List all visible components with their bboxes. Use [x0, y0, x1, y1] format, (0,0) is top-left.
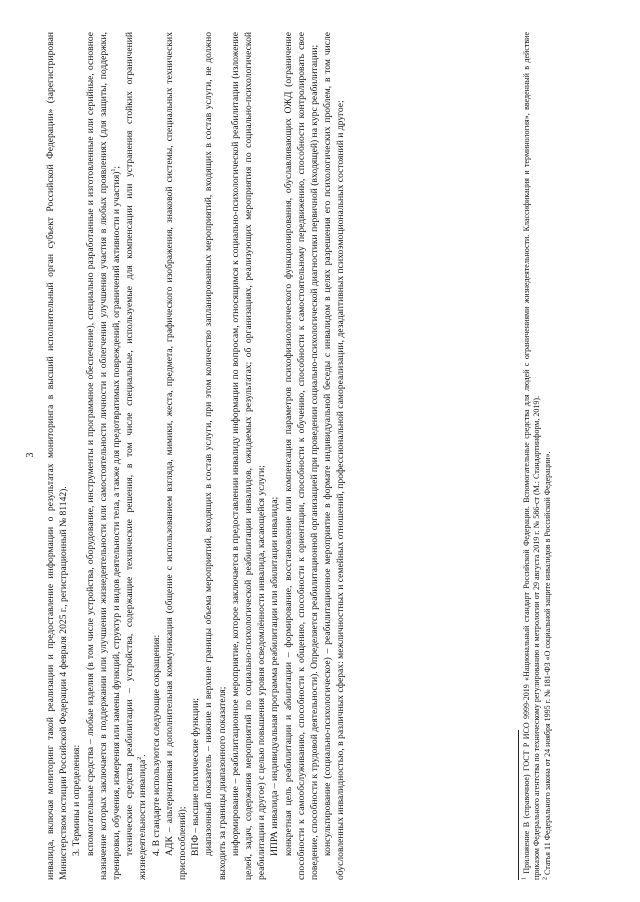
footnote-reference: 2 [137, 756, 144, 760]
paragraph [84, 32, 124, 880]
footnote-text: Приложение В (справочное) ГОСТ Р ИСО 9999-2019 «Национальный стандарт Российской Федерации. Вспомогательные средства для людей с ограничениями жизнедеятельности. Классификация и терминология», введенный в действие приказом Федерального агентства по техническому регулированию и метрологии от 29 августа 2019 г. № 586-ст (М.: Стандартинформ, 2019). [522, 32, 541, 880]
footnote-divider [518, 730, 519, 880]
footnotes [518, 32, 554, 880]
paragraph-tail: ; [111, 165, 123, 169]
paragraph-tail: . [137, 754, 149, 757]
paragraph-text: 3. Термины и определения: [71, 744, 83, 856]
paragraph [282, 32, 322, 880]
paragraph-text: конкретная цель реабилитации и абилитации – формирование, восстановление или компенсация параметров психофизиологического функционирования, обуславливающих ОЖД (ограничение способности к самообслуживанию, способности к общению, способности к ориентации, способности к обучению, способности к самостоятельному передвижению, способности контролировать свое поведение, способности к трудовой деятельности). Определяется реабилитационной организацией при проведении социально-психологической диагностики первичной (входящей) на курс реабилитации; [282, 32, 321, 880]
paragraph-text: вспомогательные средства – любые изделия (в том числе устройства, оборудование, инструменты и программное обеспечение), специально разработанные и изготовленные или серийные, основное назначение которых заключается в поддержании или улучшении жизнедеятельности или самостоятельности личности и облегчении улучшения участия в любых проявлениях (для защиты, поддержки, тренировки, обучения, измерения или замены функций, структур и видов деятельности тела, а также для предотвратимых повреждений, ограничений активности и участия) [84, 32, 123, 880]
footnote [543, 32, 553, 880]
paragraph [163, 32, 189, 880]
paragraph [150, 32, 163, 880]
paragraph [202, 32, 228, 880]
footnote-reference: 1 [110, 168, 117, 172]
rotated-page-content [22, 24, 622, 886]
paragraph-text: консультирование (социально-психологическое) – реабилитационное мероприятие в формате индивидуальной беседы с инвалидом в целях разрешения его психологических проблем, в том числе обусловленных инвалидностью, в различных сферах: межличностных и семейных отношений, профессиональной самореализации, дезадаптивных психоэмоциональных состояний и другое; [322, 32, 347, 880]
paragraph [70, 32, 83, 880]
paragraph [123, 32, 149, 880]
paragraph-text: информирование – реабилитационное мероприятие, которое заключается в предоставлении инвалиду информации по вопросам, относящимся к социально-психологической реабилитации (изложение целей, задач, содержания мероприятий по социально-психологической реабилитации инвалидов, ожидаемых результатах; об организациях, реализующих мероприятия по социально-психологической реабилитации и другое) с целью повышения уровня осведомлённости инвалида, касающейся услуги; [229, 32, 268, 880]
page-number: 3 [25, 452, 36, 458]
footnote [522, 32, 542, 880]
paragraph [321, 32, 347, 880]
paragraph [44, 32, 70, 880]
paragraph-text: ВПФ – высшие психические функции; [190, 697, 202, 856]
footnote-text: Статья 11 Федерального закона от 24 ноября 1995 г. № 181-ФЗ «О социальной защите инвалидов в Российской Федерации». [543, 451, 552, 875]
paragraph-text: инвалида, включая мониторинг такой реализации и предоставление информации о результатах мониторинга в высший исполнительный орган субъект Российской Федерации» (зарегистрирован Министерством юстиции Российской Федерации 4 февраля 2025 г., регистрационный № 81142). [45, 32, 70, 880]
footnote-mark: 2 [542, 877, 549, 880]
paragraph [189, 32, 202, 880]
paragraph [268, 32, 281, 880]
paragraph [229, 32, 269, 880]
paragraph-text: технические средства реабилитации – устройства, содержащие технические решения, в том числе специальные, используемые для компенсации или устранения стойких ограничений жизнедеятельности инвалида [124, 32, 149, 880]
footnote-mark: 1 [521, 877, 528, 880]
paragraph-text: диапазонный показатель – нижние и верхние границы объема мероприятий, входящих в состав услуги, при этом количество запланированных мероприятий, входящих в состав услуги, не должно выходить за границы диапазонного показателя; [203, 32, 228, 880]
paragraph-text: 4. В стандарте используются следующие сокращения: [150, 634, 162, 856]
paragraph-text: АДК – альтернативная и дополнительная коммуникация (общение с использованием взгляда, мимики, жеста, предмета, графического изображения, знаковой системы, специальных технических приспособлений); [163, 32, 189, 880]
body-text [44, 32, 348, 880]
paragraph-text: ИПРА инвалида – индивидуальная программа реабилитации или абилитации инвалида; [269, 496, 281, 856]
